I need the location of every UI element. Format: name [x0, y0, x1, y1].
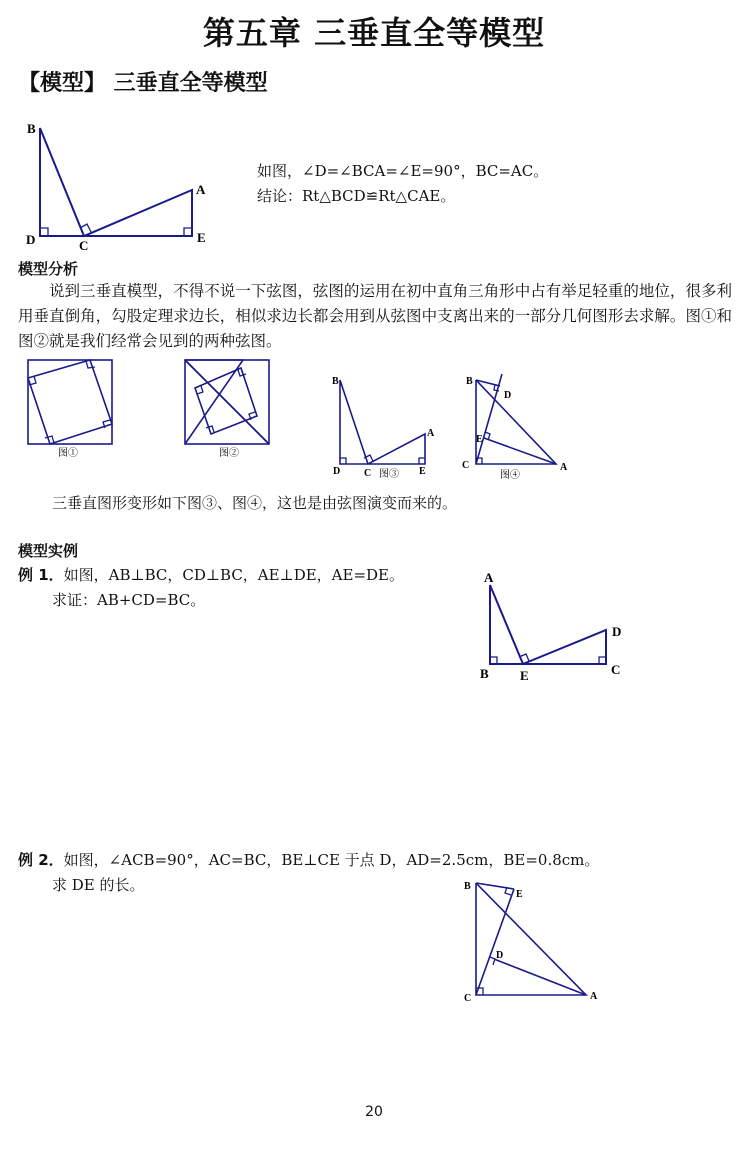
ex1-label-D: D	[612, 624, 622, 639]
intro-line-1: 如图，∠D=∠BCA=∠E=90°，BC=AC。	[257, 162, 549, 180]
ex2-label-A: A	[590, 991, 598, 1002]
intro-line-2: 结论：Rt△BCD≌Rt△CAE。	[257, 187, 456, 205]
ex2-label-D: D	[496, 950, 504, 961]
analysis-heading: 模型分析	[18, 260, 79, 278]
caption-fig3: 图③	[379, 469, 399, 480]
fig4-label-E: E	[476, 434, 483, 445]
label-B: B	[27, 121, 36, 136]
example2-ask: 求 DE 的长。	[52, 876, 145, 894]
caption-fig4: 图④	[500, 470, 520, 481]
fig3-label-A: A	[427, 428, 435, 439]
example1-line	[18, 563, 404, 588]
ex1-label-A: A	[484, 570, 494, 585]
figure-1	[26, 358, 116, 460]
page-number: 20	[365, 1104, 383, 1120]
figure-3	[330, 372, 440, 480]
example2-figure	[460, 875, 610, 1010]
figure-2	[183, 358, 275, 460]
fig4-label-B: B	[466, 376, 473, 387]
analysis-paragraph: 说到三垂直模型，不得不说一下弦图，弦图的运用在初中直角三角形中占有举足轻重的地位，很多利用垂直倒角，勾股定理求边长，相似求边长都会用到从弦图中支离出来的一部分几何图形去求解。图①和图②就是我们经常会见到的两种弦图。	[18, 282, 732, 350]
model-heading: 【模型】 三垂直全等模型	[18, 71, 268, 96]
transform-text: 三垂直图形变形如下图③、图④，这也是由弦图演变而来的。	[52, 494, 458, 512]
example2-line	[18, 848, 599, 873]
example1-prove: 求证：AB+CD=BC。	[52, 591, 206, 609]
ex2-label-B: B	[464, 881, 471, 892]
ex1-label-E: E	[520, 668, 529, 683]
model-figure	[20, 118, 220, 258]
fig4-label-D: D	[504, 390, 512, 401]
ex1-label-C: C	[611, 662, 621, 677]
fig3-label-B: B	[332, 376, 339, 387]
example1-figure	[478, 570, 638, 685]
examples-heading: 模型实例	[18, 542, 79, 560]
fig4-label-C: C	[462, 460, 470, 471]
label-C: C	[79, 238, 89, 253]
caption-fig2: 图②	[219, 448, 239, 459]
label-A: A	[196, 182, 206, 197]
fig3-label-C: C	[364, 468, 372, 479]
ex2-label-E: E	[516, 889, 523, 900]
label-D: D	[26, 232, 36, 247]
figure-4	[460, 372, 570, 480]
example2-label: 例 2．	[18, 851, 64, 869]
ex1-label-B: B	[480, 666, 489, 681]
fig3-label-D: D	[333, 466, 341, 477]
example1-label: 例 1．	[18, 566, 64, 584]
example1-text: 如图，AB⊥BC，CD⊥BC，AE⊥DE，AE=DE。	[63, 566, 404, 584]
example2-text: 如图，∠ACB=90°，AC=BC，BE⊥CE 于点 D，AD=2.5cm，BE=0.8cm。	[63, 851, 600, 869]
label-E: E	[197, 230, 206, 245]
caption-fig1: 图①	[58, 448, 78, 459]
fig4-label-A: A	[560, 462, 568, 473]
ex2-label-C: C	[464, 993, 472, 1004]
fig3-label-E: E	[419, 466, 426, 477]
chapter-title: 第五章 三垂直全等模型	[202, 14, 546, 52]
